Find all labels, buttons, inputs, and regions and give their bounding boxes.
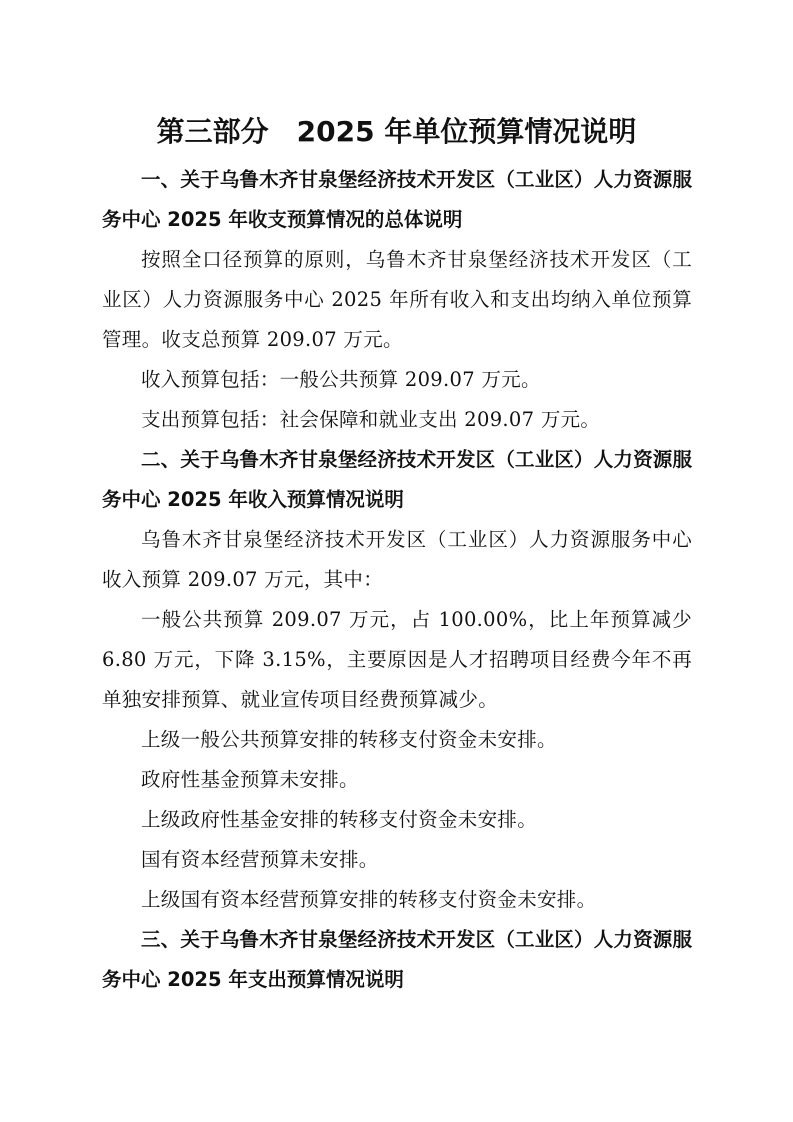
section-heading-income: 二、关于乌鲁木齐甘泉堡经济技术开发区（工业区）人力资源服务中心 2025 年收入预算情况说明 <box>102 448 692 511</box>
page-title <box>0 112 793 152</box>
paragraph-income-total: 乌鲁木齐甘泉堡经济技术开发区（工业区）人力资源服务中心收入预算 209.07 万元，其中： <box>102 528 692 591</box>
paragraph-expense-scope: 支出预算包括：社会保障和就业支出 209.07 万元。 <box>141 408 601 431</box>
paragraph-transfer-general: 上级一般公共预算安排的转移支付资金未安排。 <box>141 728 557 751</box>
paragraph-gov-fund: 政府性基金预算未安排。 <box>141 768 359 791</box>
document-body <box>102 160 692 1000</box>
title-main: 2025 年单位预算情况说明 <box>296 115 637 148</box>
paragraph-general-budget: 一般公共预算 209.07 万元，占 100.00%，比上年预算减少 6.80 万元，下降 3.15%，主要原因是人才招聘项目经费今年不再单独安排预算、就业宣传项目经费预算减少。 <box>102 608 692 711</box>
paragraph-overview: 按照全口径预算的原则，乌鲁木齐甘泉堡经济技术开发区（工业区）人力资源服务中心 2025 年所有收入和支出均纳入单位预算管理。收支总预算 209.07 万元。 <box>102 248 692 351</box>
paragraph-state-capital: 国有资本经营预算未安排。 <box>141 848 379 871</box>
title-part: 第三部分 <box>156 115 269 148</box>
paragraph-income-scope: 收入预算包括：一般公共预算 209.07 万元。 <box>141 368 541 391</box>
paragraph-transfer-gov-fund: 上级政府性基金安排的转移支付资金未安排。 <box>141 808 538 831</box>
section-heading-overview: 一、关于乌鲁木齐甘泉堡经济技术开发区（工业区）人力资源服务中心 2025 年收支预算情况的总体说明 <box>102 168 692 231</box>
paragraph-transfer-state-capital: 上级国有资本经营预算安排的转移支付资金未安排。 <box>141 888 597 911</box>
section-heading-expense: 三、关于乌鲁木齐甘泉堡经济技术开发区（工业区）人力资源服务中心 2025 年支出预算情况说明 <box>102 928 692 991</box>
